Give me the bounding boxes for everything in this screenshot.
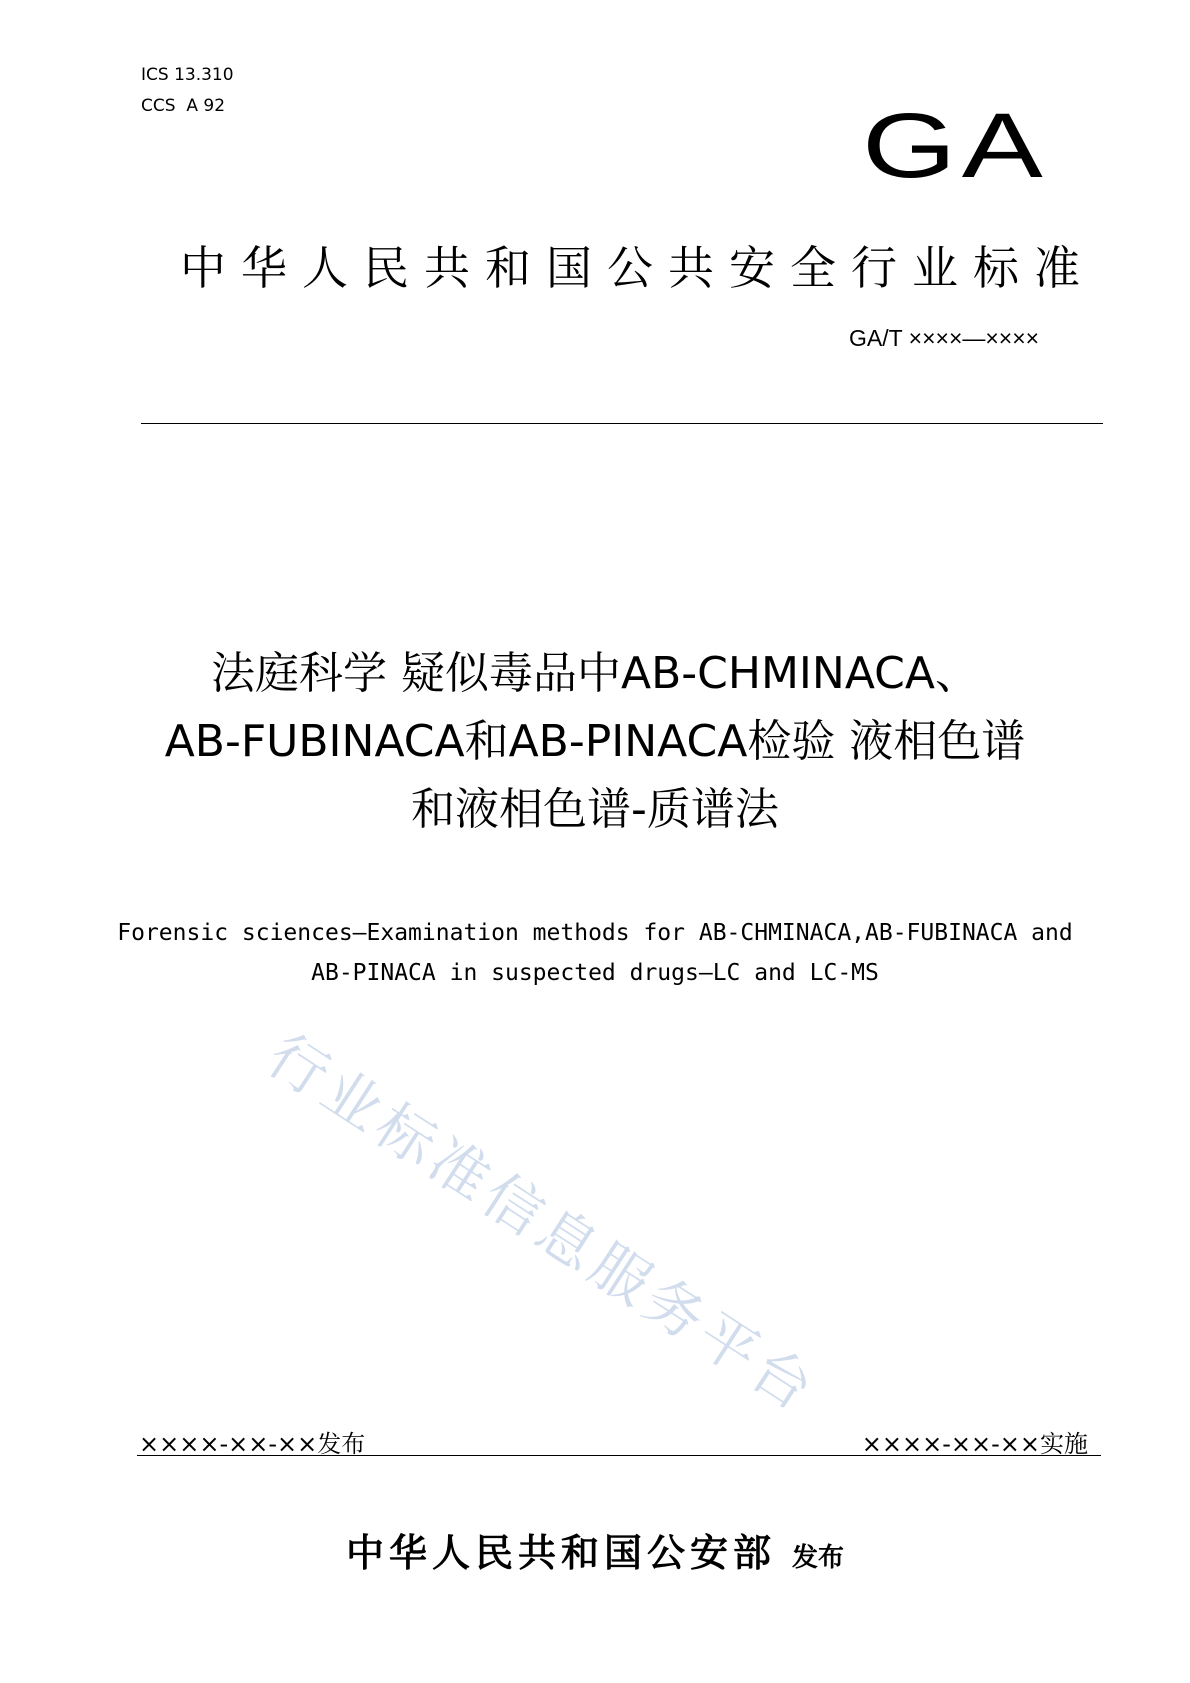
chinese-title-line: 法庭科学 疑似毒品中AB-CHMINACA、 xyxy=(211,648,979,699)
english-title xyxy=(90,913,1100,993)
implementation-date: ××××-××-××实施 xyxy=(861,1430,1088,1458)
english-title-line: AB-PINACA in suspected drugs—LC and LC-MS xyxy=(311,960,879,986)
chinese-title xyxy=(100,640,1090,844)
ga-logo: GA xyxy=(862,95,1049,197)
watermark: 行业标准信息服务平台 xyxy=(255,1020,830,1427)
chinese-title-line: AB-FUBINACA和AB-PINACA检验 液相色谱 xyxy=(164,716,1026,767)
classification-codes xyxy=(141,60,234,122)
issuing-organization: 中华人民共和国公安部 xyxy=(345,1530,776,1575)
issuer-line xyxy=(0,1522,1190,1577)
ics-code: ICS 13.310 xyxy=(141,65,234,85)
bottom-divider xyxy=(137,1455,1101,1456)
standard-code: GA/T ××××—×××× xyxy=(849,325,1040,351)
release-date: ××××-××-××发布 xyxy=(139,1430,366,1458)
standard-category-title: 中华人民共和国公共安全行业标准 xyxy=(180,241,1095,295)
top-divider xyxy=(141,423,1103,424)
english-title-line: Forensic sciences—Examination methods for AB-CHMINACA,AB-FUBINACA and xyxy=(117,920,1073,946)
issue-action: 发布 xyxy=(792,1543,845,1573)
chinese-title-line: 和液相色谱-质谱法 xyxy=(411,784,779,835)
ccs-code: CCS A 92 xyxy=(141,96,226,116)
